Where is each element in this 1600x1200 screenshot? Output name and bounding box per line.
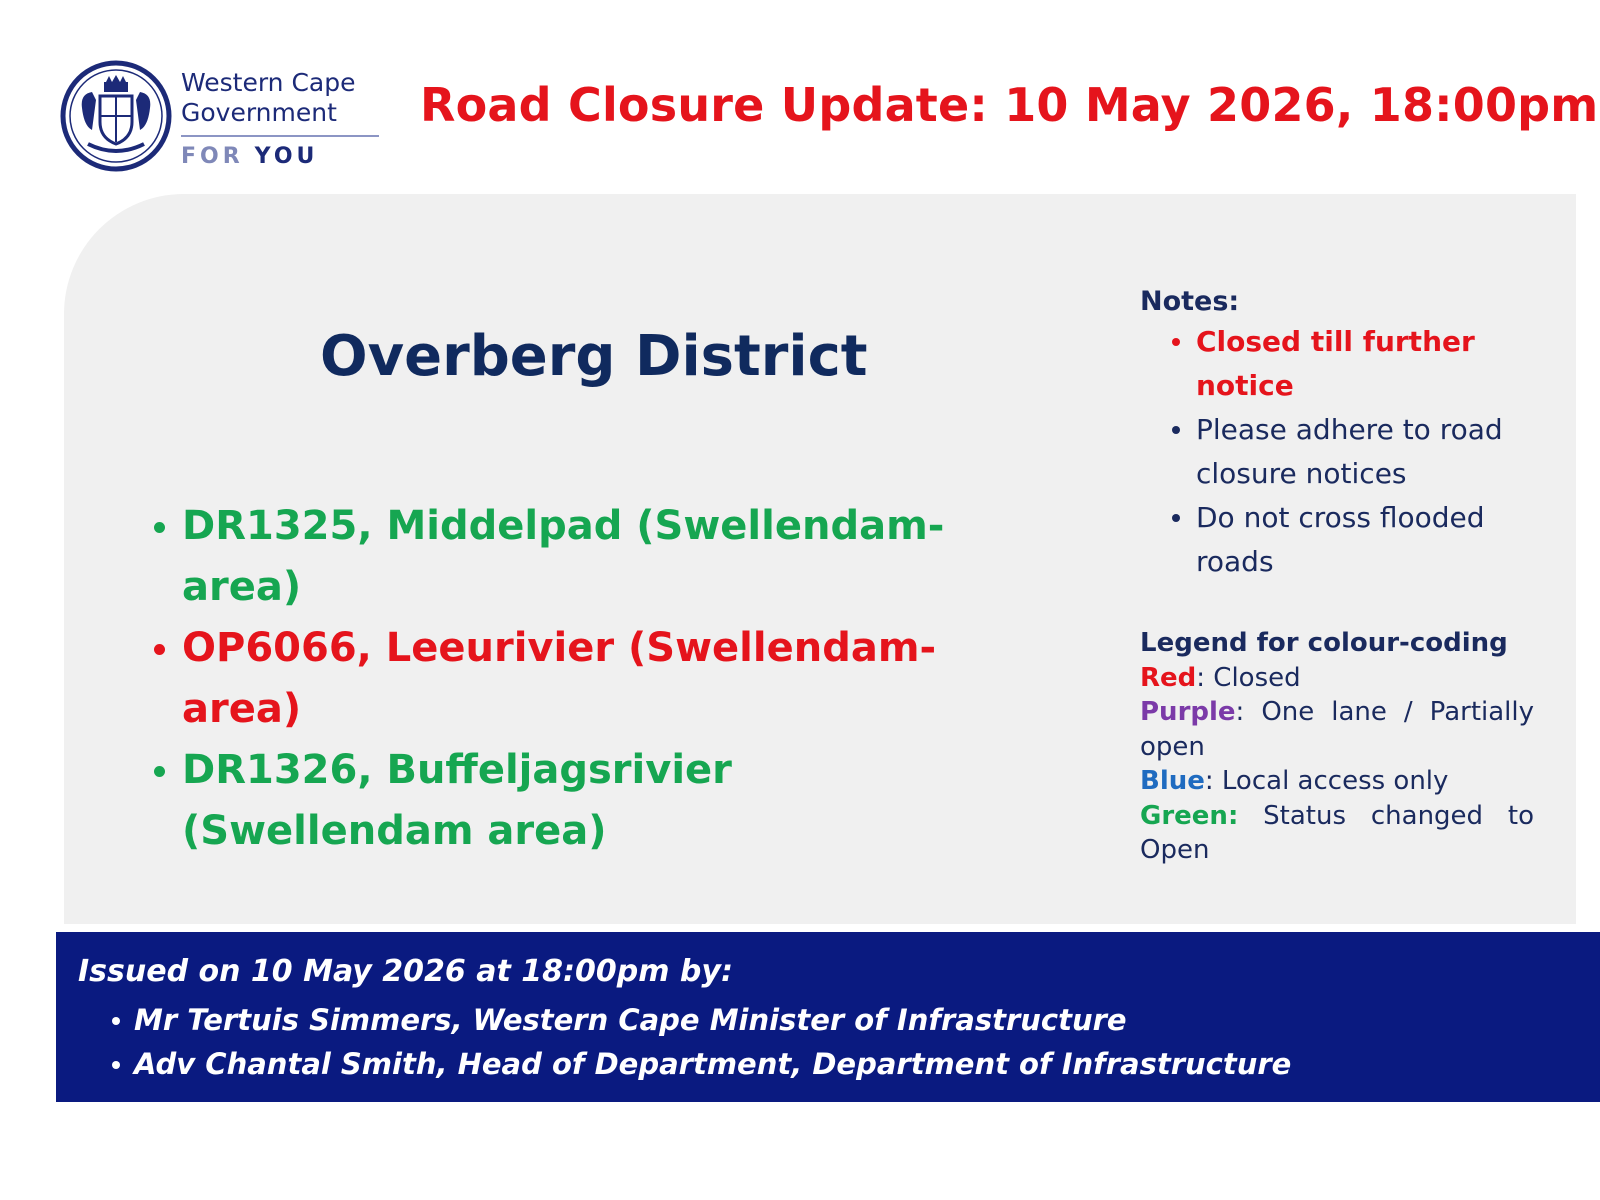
tagline-you: YOU [254, 144, 319, 169]
note-text: Please adhere to road closure notices [1196, 413, 1503, 490]
legend-text-red: : Closed [1196, 662, 1301, 693]
colour-legend [1140, 626, 1534, 868]
legend-row-red [1140, 661, 1534, 696]
notes-section [1140, 284, 1540, 584]
issuer-text: Mr Tertuis Simmers, Western Cape Minister of Infrastructure [134, 1003, 1127, 1037]
legend-text-green: Status changed to Open [1140, 800, 1534, 865]
legend-label-blue: Blue [1140, 766, 1205, 796]
legend-label-red: Red [1140, 662, 1197, 693]
issued-by-banner [56, 932, 1600, 1102]
logo-tagline [181, 141, 381, 173]
tagline-for: FOR [181, 144, 244, 169]
logo-divider [181, 135, 379, 137]
note-item [1140, 320, 1540, 408]
bullet-icon [154, 644, 165, 655]
legend-heading: Legend for colour-coding [1140, 628, 1508, 658]
logo-line-2: Government [181, 98, 337, 127]
road-text: OP6066, Leeurivier (Swellendam-area) [182, 625, 937, 732]
bullet-icon [1172, 338, 1180, 346]
legend-text-purple: : One lane / Partially open [1140, 697, 1534, 762]
district-heading: Overberg District [320, 324, 868, 389]
note-text: Closed till further notice [1196, 325, 1475, 402]
notes-heading: Notes: [1140, 286, 1240, 317]
notes-list [1140, 320, 1540, 584]
bullet-icon [112, 1017, 120, 1025]
issued-line: Issued on 10 May 2026 at 18:00pm by: [78, 954, 733, 989]
wcg-logo [60, 60, 390, 176]
issuer-text: Adv Chantal Smith, Head of Department, Department of Infrastructure [134, 1047, 1292, 1081]
road-item [150, 496, 1030, 618]
road-list [150, 496, 1030, 862]
legend-row-blue [1140, 764, 1534, 799]
issuer-item [78, 998, 1291, 1042]
road-text: DR1326, Buffeljagsrivier (Swellendam area) [182, 747, 732, 854]
road-text: DR1325, Middelpad (Swellendam-area) [182, 503, 945, 610]
road-item [150, 740, 1030, 862]
legend-text-blue: : Local access only [1204, 766, 1449, 796]
legend-label-purple: Purple [1140, 697, 1236, 727]
note-text: Do not cross flooded roads [1196, 501, 1485, 578]
note-item [1140, 496, 1540, 584]
legend-label-green: Green: [1140, 800, 1239, 831]
note-item [1140, 408, 1540, 496]
coat-of-arms-icon [60, 60, 172, 172]
bullet-icon [154, 766, 165, 777]
bullet-icon [1172, 426, 1180, 434]
logo-wordmark [181, 68, 381, 173]
page-title: Road Closure Update: 10 May 2026, 18:00pm [420, 78, 1599, 132]
issuer-list [78, 998, 1291, 1086]
bullet-icon [112, 1061, 120, 1069]
road-item [150, 618, 1030, 740]
legend-row-purple [1140, 695, 1534, 764]
bullet-icon [154, 522, 165, 533]
logo-line-1: Western Cape [181, 68, 356, 97]
legend-row-green [1140, 799, 1534, 868]
bullet-icon [1172, 514, 1180, 522]
issuer-item [78, 1042, 1291, 1086]
